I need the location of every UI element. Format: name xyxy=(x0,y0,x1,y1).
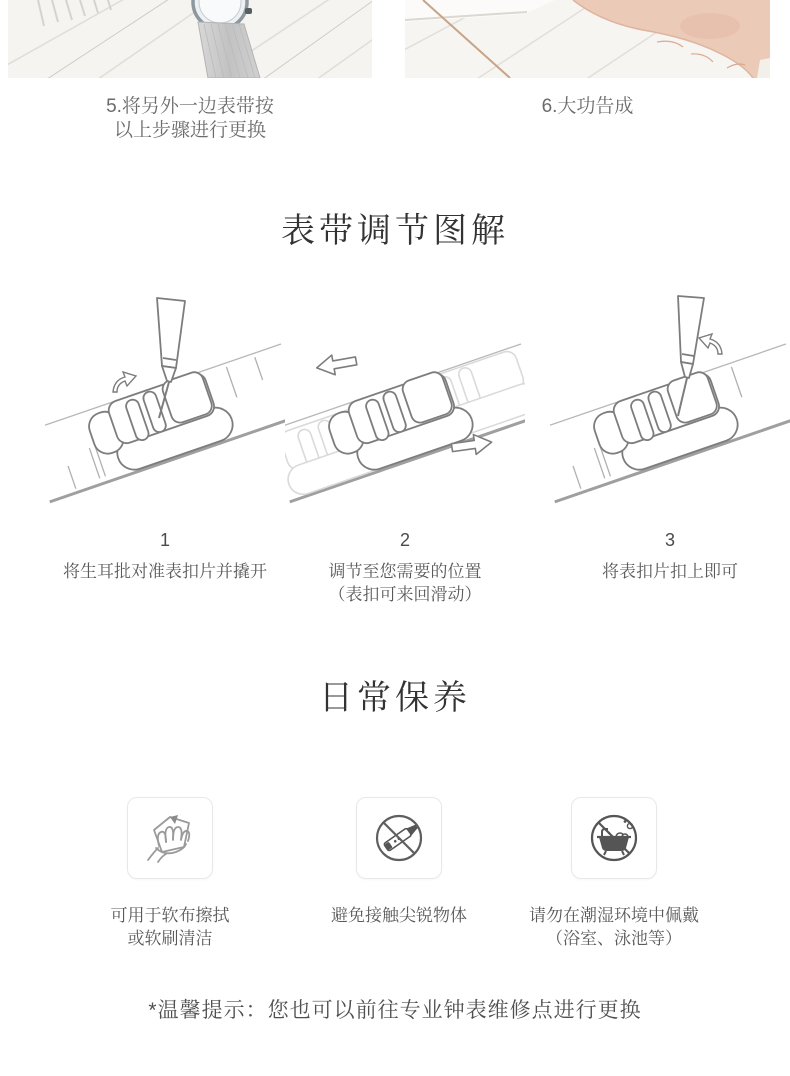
care-caption-line1: 请勿在潮湿环境中佩戴 xyxy=(529,906,699,925)
step-number: 3 xyxy=(664,530,675,550)
no-wet-environment-icon xyxy=(586,810,642,866)
photo-caption-step5-line1: 5.将另外一边表带按 xyxy=(106,96,274,117)
care-item-no-wet xyxy=(499,797,729,950)
step-caption-line1: 调节至您需要的位置 xyxy=(328,562,482,581)
photo-row xyxy=(0,0,790,78)
step-caption-line1: 将表扣片扣上即可 xyxy=(602,562,738,581)
care-caption-line1: 可用于软布擦拭 xyxy=(110,906,230,925)
care-card xyxy=(356,797,442,879)
close-direction-arrow xyxy=(699,334,722,354)
care-caption-line2: （浴室、泳池等） xyxy=(546,929,682,948)
adjust-step-1 xyxy=(45,294,285,583)
adjust-step-3 xyxy=(550,294,790,583)
adjust-steps xyxy=(0,294,790,624)
care-item-wipe xyxy=(55,797,285,950)
photo-caption-step5-line2: 以上步骤进行更换 xyxy=(113,120,266,141)
wipe-cloth-icon xyxy=(142,810,198,866)
clasp-sliding-illustration xyxy=(285,294,525,514)
footer-tip: *温馨提示：您也可以前往专业钟表维修点进行更换 xyxy=(148,999,642,1022)
care-caption-line1: 避免接触尖锐物体 xyxy=(331,906,467,925)
product-photo-step6 xyxy=(405,0,770,78)
adjust-step-2 xyxy=(285,294,525,606)
care-item-no-sharp xyxy=(284,797,514,927)
care-caption-line2: 或软刷清洁 xyxy=(127,929,213,948)
step-caption-line2: （表扣可来回滑动） xyxy=(328,585,482,604)
spring-bar-tool-closing-clasp-illustration xyxy=(550,294,790,514)
section-title-adjust: 表带调节图解 xyxy=(281,212,509,250)
photo-caption-step6-line1: 6.大功告成 xyxy=(541,96,634,117)
slide-left-arrow xyxy=(315,351,358,378)
pry-direction-arrow xyxy=(113,372,136,392)
step-number: 2 xyxy=(399,530,410,550)
photo-caption-step5 xyxy=(8,95,372,143)
care-items xyxy=(0,797,790,972)
wrist-photo xyxy=(405,0,770,78)
section-title-care: 日常保养 xyxy=(319,679,471,717)
care-card xyxy=(571,797,657,879)
care-card xyxy=(127,797,213,879)
photo-caption-step6 xyxy=(405,95,770,143)
step-caption-line1: 将生耳批对准表扣片并撬开 xyxy=(63,562,267,581)
product-photo-step5 xyxy=(8,0,372,78)
photo-captions-row xyxy=(0,95,790,143)
spring-bar-tool-prying-clasp-illustration xyxy=(45,294,285,514)
no-sharp-objects-icon xyxy=(371,810,427,866)
watch-on-table-photo xyxy=(8,0,372,78)
step-number: 1 xyxy=(159,530,170,550)
